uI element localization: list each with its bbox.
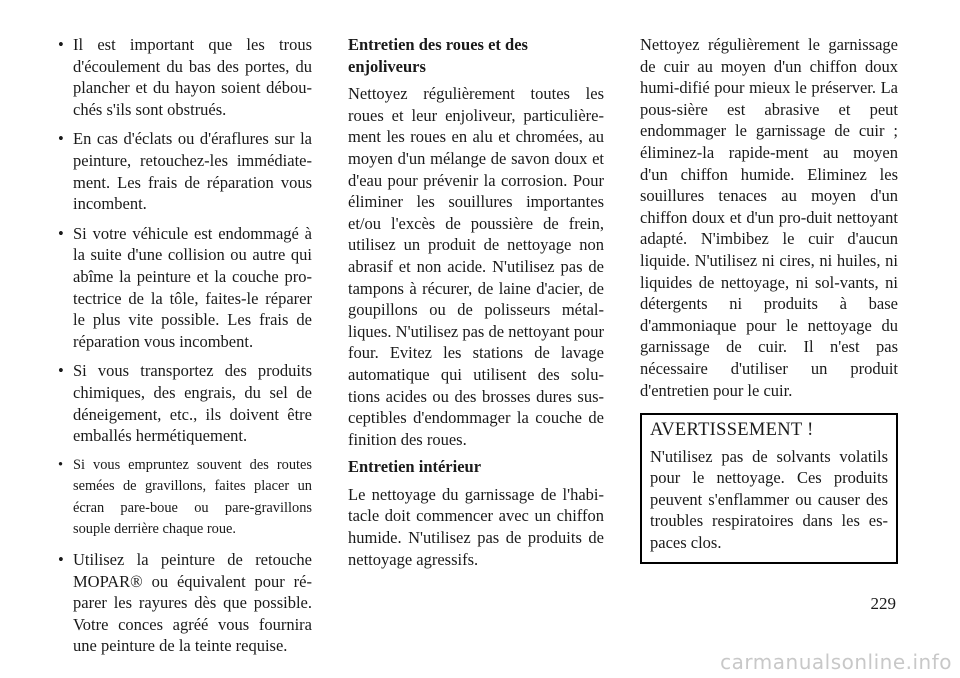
list-item: • Si votre véhicule est endommagé à la suite d'une collision ou autre qui abîme la peinture et la couche pro-tectrice de la tôle, faites-le réparer le plus vite possible. Les frais de réparation vous incombent. (58, 223, 312, 351)
warning-text: N'utilisez pas de solvants volatils pour le nettoyage. Ces produits peuvent s'enflammer ou causer des troubles respiratoires dans les es-paces clos. (650, 446, 888, 553)
bullet-icon: • (58, 129, 64, 149)
bullet-icon: • (58, 456, 64, 473)
column-middle (348, 34, 604, 570)
interior-heading: Entretien intérieur (348, 457, 482, 477)
wheels-heading: Entretien des roues et des enjoliveurs (348, 35, 528, 76)
warning-title: AVERTISSEMENT ! (650, 420, 814, 441)
list-item: • Utilisez la peinture de retouche MOPAR® ou équivalent pour ré-parer les rayures dès que possible. Votre conces agréé vous fournira une peinture de la teinte requise. (58, 550, 312, 656)
bullet-icon: • (58, 550, 64, 570)
list-item: • Il est important que les trous d'écoulement du bas des portes, du plancher et du hayon soient débou-chés s'ils sont obstrués. (58, 35, 312, 119)
interior-paragraph: Le nettoyage du garnissage de l'habi-tacle doit commencer avec un chiffon humide. N'utilisez pas de produits de nettoyage agressifs. (348, 484, 604, 569)
bullet-icon: • (58, 223, 64, 243)
watermark: carmanualsonline.info (720, 650, 952, 674)
bullet-icon: • (58, 35, 64, 54)
warning-box (640, 413, 898, 564)
maintenance-bullet-list (56, 34, 312, 657)
list-item: • En cas d'éclats ou d'éraflures sur la peinture, retouchez-les immédiate-ment. Les frais de réparation vous incombent. (58, 129, 312, 214)
page-number: 229 (870, 594, 896, 613)
bullet-icon: • (58, 361, 64, 381)
list-item: • Si vous transportez des produits chimiques, des engrais, du sel de déneigement, etc., ils doivent être emballés hermétiquement. (58, 361, 312, 446)
wheels-paragraph: Nettoyez régulièrement toutes les roues et leur enjoliveur, particulière-ment les roues en alu et chromées, au moyen d'un mélange de savon doux et d'eau pour prévenir la corrosion. Pour éliminer les souillures importantes et/ou l'excès de poussière de frein, utilisez un produit de nettoyage non abrasif et non acide. N'utilisez pas de tampons à récurer, de laine d'acier, de goupillons ou de polisseurs métal-liques. N'utilisez pas de nettoyant pour four. Evitez les stations de lavage automatique qui utilisent des solu-tions acides ou des brosses dures sus-ceptibles d'endommager la couche de finition des roues. (348, 84, 604, 449)
column-left (56, 34, 312, 665)
list-item: • Si vous empruntez souvent des routes semées de gravillons, faites placer un écran pare-boue ou pare-gravillons souple derrière chaque roue. (58, 456, 312, 538)
leather-paragraph: Nettoyez régulièrement le garnissage de cuir au moyen d'un chiffon doux humi-difié pour mieux le préserver. La pous-sière est abrasive et peut endommager le garnissage de cuir ; éliminez-la rapide-ment au moyen d'un chiffon humide. Eliminez les souillures tenaces au moyen d'un chiffon doux et d'un pro-duit nettoyant adapté. N'imbibez le cuir d'aucun liquide. N'utilisez ni cires, ni huiles, ni liquides de nettoyage, ni sol-vants, ni détergents ni produits à base d'ammoniaque pour le nettoyage du garnissage de cuir. Il n'est pas nécessaire d'utiliser un produit d'entretien pour le cuir. (640, 35, 898, 400)
column-right (640, 34, 898, 564)
